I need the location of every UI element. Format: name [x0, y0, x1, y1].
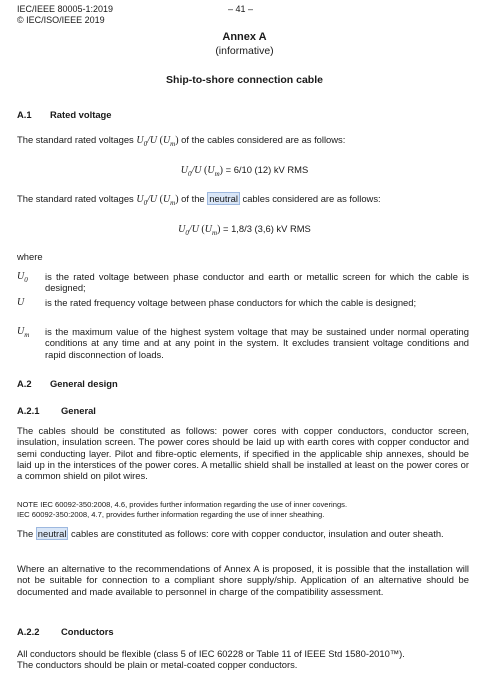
search-highlight: neutral — [209, 193, 238, 204]
definition-symbol-u: U — [17, 297, 25, 308]
note-line-2: IEC 60092-350:2008, 4.7, provides further information regarding the use of inner sheathing. — [17, 510, 325, 519]
a1-paragraph-2: The standard rated voltages $U_0/U$ $(U_m)$ of the neutral cables considered are as follows: — [17, 193, 381, 207]
annex-heading: Ship-to-shore connection cable — [166, 74, 323, 86]
section-a2-title: General design — [50, 378, 118, 389]
section-a22-title: Conductors — [61, 626, 114, 637]
definition-text-u: is the rated frequency voltage between phase conductors for which the cable is designed; — [45, 297, 417, 308]
header-standard-id: IEC/IEEE 80005-1:2019 — [17, 4, 114, 14]
a1-paragraph-1: The standard rated voltages $U_0/U$ $(U_m)$ of the cables considered are as follows: — [17, 134, 346, 148]
note-line-1: NOTE IEC 60092-350:2008, 4.6, provides further information regarding the use of inner coverings. — [17, 500, 348, 509]
neutral-cables-paragraph: The neutral cables are constituted as follows: core with copper conductor, insulation and outer sheath. — [17, 528, 444, 539]
where-label: where — [17, 251, 43, 262]
a21-paragraph: The cables should be constituted as follows: power cores with copper conductors, conductor screen, insulation, insulation screen. The power cores should be laid up with earth cores with copper conductor and semi conducting layer. Pilot and fibre-optic elements, if specified in the applicable ship annexes, should be laid up in the interstices of the power cores. A metallic shield shall be installed at least on the power cores or a common shield on pilot wires. — [17, 425, 469, 482]
annex-subtitle: (informative) — [215, 45, 274, 57]
equation-1: $U_0/U$ $(U_m) = 6/10$ (12) kV RMS — [180, 164, 309, 178]
definition-text-u0: is the rated voltage between phase conductor and earth or metallic screen for which the cable is designed; — [45, 271, 469, 294]
page-number: – 41 – — [228, 4, 254, 14]
equation-2: $U_0/U$ $(U_m) = 1,8/3$ (3,6) kV RMS — [178, 223, 311, 237]
section-a22-number: A.2.2 — [17, 626, 40, 637]
a22-line-1: All conductors should be flexible (class 5 of IEC 60228 or Table 11 of IEEE Std 1580-2010™). — [17, 648, 405, 659]
section-a1-number: A.1 — [17, 109, 32, 120]
definition-symbol-u0: $U_0$ — [17, 271, 28, 284]
definition-symbol-um: $U_m$ — [17, 326, 30, 339]
alternative-paragraph: Where an alternative to the recommendations of Annex A is proposed, it is possible that the installation will not be suitable for connection to a compliant shore supply/ship. Application of an alternative should be documented and made available to personnel in charge of the compatibility assessment. — [17, 563, 469, 597]
header-copyright: © IEC/ISO/IEEE 2019 — [17, 15, 105, 25]
annex-title: Annex A — [222, 31, 267, 43]
section-a2-number: A.2 — [17, 378, 32, 389]
section-a1-title: Rated voltage — [50, 109, 112, 120]
search-highlight: neutral — [37, 528, 67, 539]
definition-text-um: is the maximum value of the highest system voltage that may be sustained under normal operating conditions at any time and at any point in the system. It excludes transient voltage conditions and rapid disconnection of loads. — [45, 326, 469, 360]
section-a21-title: General — [61, 405, 96, 416]
section-a21-number: A.2.1 — [17, 405, 40, 416]
a22-line-2: The conductors should be plain or metal-coated copper conductors. — [17, 659, 298, 670]
